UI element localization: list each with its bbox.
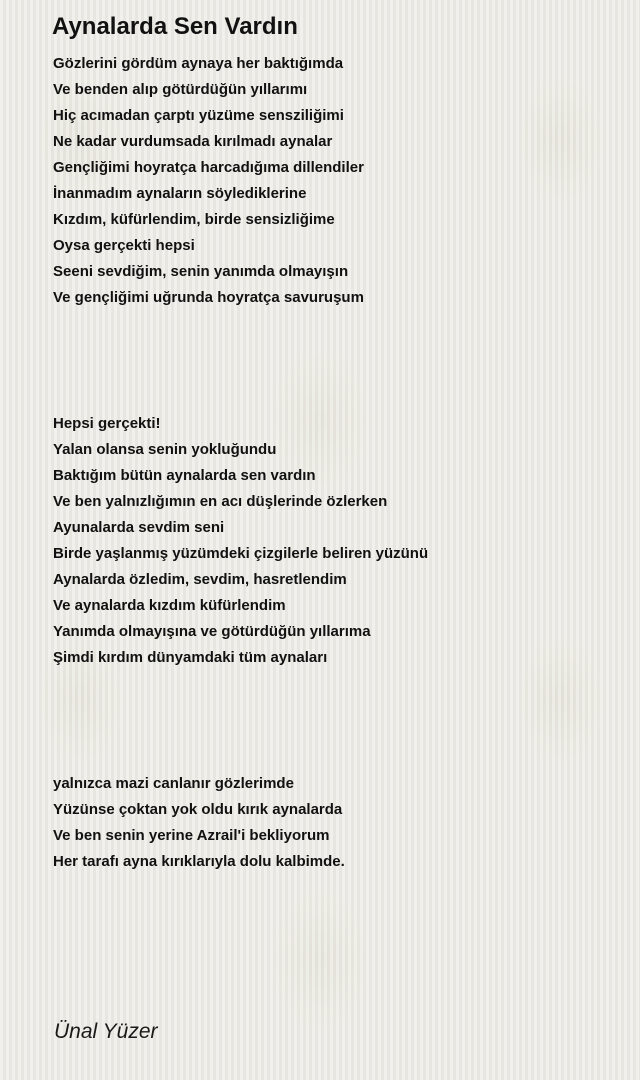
poem-line: Hiç acımadan çarptı yüzüme sensziliğimi (53, 107, 344, 124)
poem-line: Gençliğimi hoyratça harcadığıma dillendiler (53, 159, 364, 176)
poem-line: Aynalarda özledim, sevdim, hasretlendim (53, 571, 347, 588)
poem-line: Her tarafı ayna kırıklarıyla dolu kalbimde. (53, 853, 345, 870)
poem-line: yalnızca mazi canlanır gözlerimde (53, 775, 294, 792)
poem-line: Ne kadar vurdumsada kırılmadı aynalar (53, 133, 333, 150)
poem-line: Yalan olansa senin yokluğundu (53, 441, 277, 458)
stanza-3 (53, 771, 345, 875)
stanza-1 (53, 51, 364, 311)
poem-author: Ünal Yüzer (54, 1020, 158, 1043)
poem-line: Hepsi gerçekti! (53, 415, 161, 432)
poem-line: Şimdi kırdım dünyamdaki tüm aynaları (53, 649, 328, 666)
poem-line: İnanmadım aynaların söylediklerine (53, 185, 307, 202)
poem-line: Ve aynalarda kızdım küfürlendim (53, 597, 286, 614)
poem-line: Baktığım bütün aynalarda sen vardın (53, 467, 316, 484)
poem-line: Ve benden alıp götürdüğün yıllarımı (53, 81, 308, 98)
poem-line: Yüzünse çoktan yok oldu kırık aynalarda (53, 801, 343, 818)
poem-line: Oysa gerçekti hepsi (53, 237, 195, 254)
poem-line: Birde yaşlanmış yüzümdeki çizgilerle beliren yüzünü (53, 545, 429, 562)
stanza-2 (53, 411, 428, 671)
poem-line: Ayunalarda sevdim seni (53, 519, 225, 536)
poem-line: Ve ben senin yerine Azrail'i bekliyorum (53, 827, 330, 844)
poem-line: Gözlerini gördüm aynaya her baktığımda (53, 55, 344, 72)
poem-title: Aynalarda Sen Vardın (52, 13, 298, 40)
poem-line: Seeni sevdiğim, senin yanımda olmayışın (53, 263, 349, 280)
poem-line: Kızdım, küfürlendim, birde sensizliğime (53, 211, 335, 228)
poem-line: Yanımda olmayışına ve götürdüğün yıllarıma (53, 623, 371, 640)
poem-line: Ve gençliğimi uğrunda hoyratça savuruşum (53, 289, 364, 306)
poem-line: Ve ben yalnızlığımın en acı düşlerinde özlerken (53, 493, 388, 510)
